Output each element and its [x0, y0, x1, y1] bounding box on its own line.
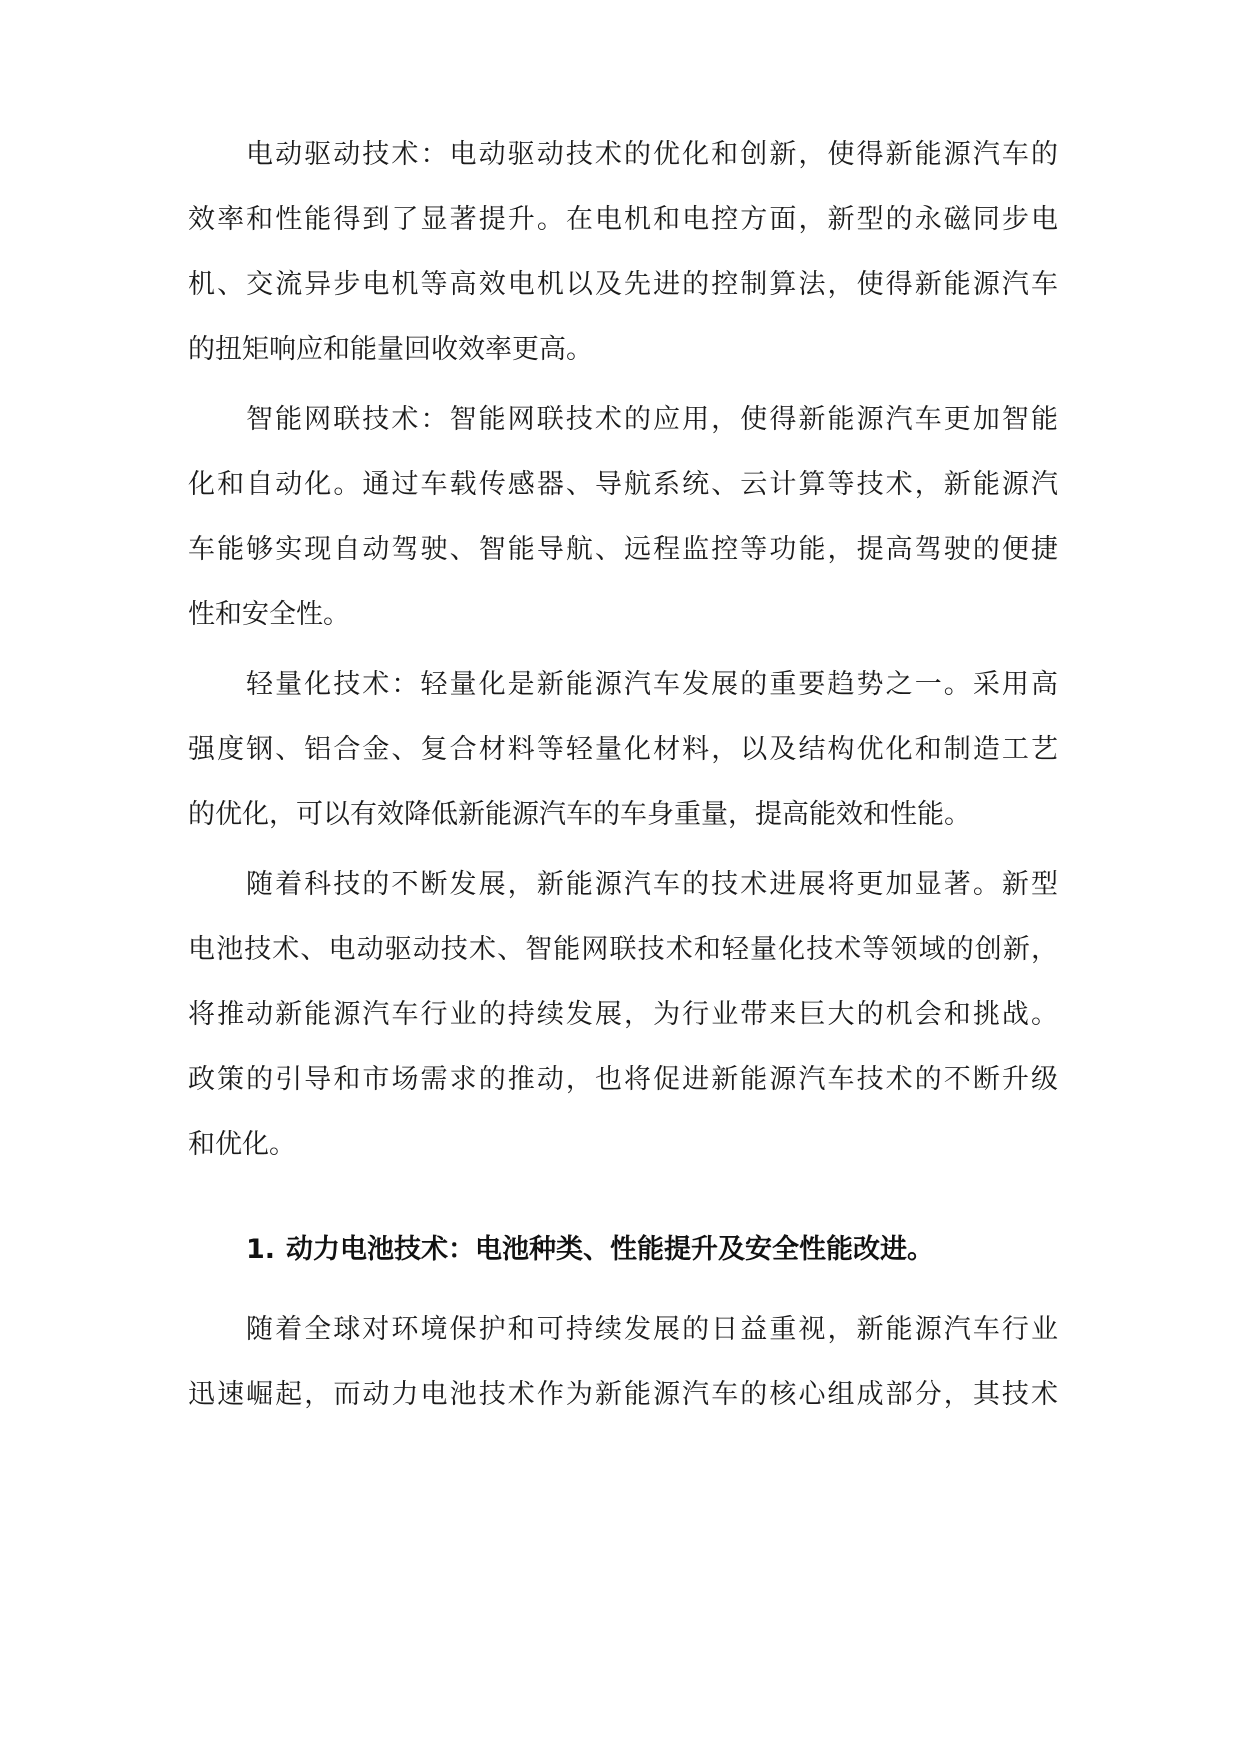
paragraph-4-line-2: 电池技术、电动驱动技术、智能网联技术和轻量化技术等领域的创新，: [188, 934, 1058, 965]
section-heading-number: 1.: [246, 1234, 276, 1265]
paragraph-2-line-2: 化和自动化。通过车载传感器、导航系统、云计算等技术，新能源汽: [188, 469, 1058, 500]
paragraph-1-line-4: 的扭矩响应和能量回收效率更高。: [188, 334, 593, 365]
paragraph-1-line-1: 电动驱动技术：电动驱动技术的优化和创新，使得新能源汽车的: [246, 139, 1058, 170]
paragraph-4-line-4: 政策的引导和市场需求的推动，也将促进新能源汽车技术的不断升级: [188, 1064, 1058, 1095]
section-heading-text: 动力电池技术：电池种类、性能提升及安全性能改进。: [286, 1234, 934, 1265]
paragraph-2-line-3: 车能够实现自动驾驶、智能导航、远程监控等功能，提高驾驶的便捷: [188, 534, 1058, 565]
paragraph-1-line-3: 机、交流异步电机等高效电机以及先进的控制算法，使得新能源汽车: [188, 269, 1058, 300]
paragraph-3-line-2: 强度钢、铝合金、复合材料等轻量化材料，以及结构优化和制造工艺: [188, 734, 1058, 765]
paragraph-4-line-1: 随着科技的不断发展，新能源汽车的技术进展将更加显著。新型: [246, 869, 1058, 900]
final-paragraph-line-1: 随着全球对环境保护和可持续发展的日益重视，新能源汽车行业: [246, 1314, 1058, 1345]
final-paragraph-line-2: 迅速崛起，而动力电池技术作为新能源汽车的核心组成部分，其技术: [188, 1379, 1058, 1410]
paragraph-4-line-5: 和优化。: [188, 1129, 296, 1160]
paragraph-4-line-3: 将推动新能源汽车行业的持续发展，为行业带来巨大的机会和挑战。: [188, 999, 1058, 1030]
paragraph-1-line-2: 效率和性能得到了显著提升。在电机和电控方面，新型的永磁同步电: [188, 204, 1058, 235]
paragraph-2-line-1: 智能网联技术：智能网联技术的应用，使得新能源汽车更加智能: [246, 404, 1058, 435]
section-heading: [246, 1230, 1058, 1270]
paragraph-2-line-4: 性和安全性。: [188, 599, 350, 630]
paragraph-3-line-3: 的优化，可以有效降低新能源汽车的车身重量，提高能效和性能。: [188, 799, 971, 830]
paragraph-3-line-1: 轻量化技术：轻量化是新能源汽车发展的重要趋势之一。采用高: [246, 669, 1058, 700]
